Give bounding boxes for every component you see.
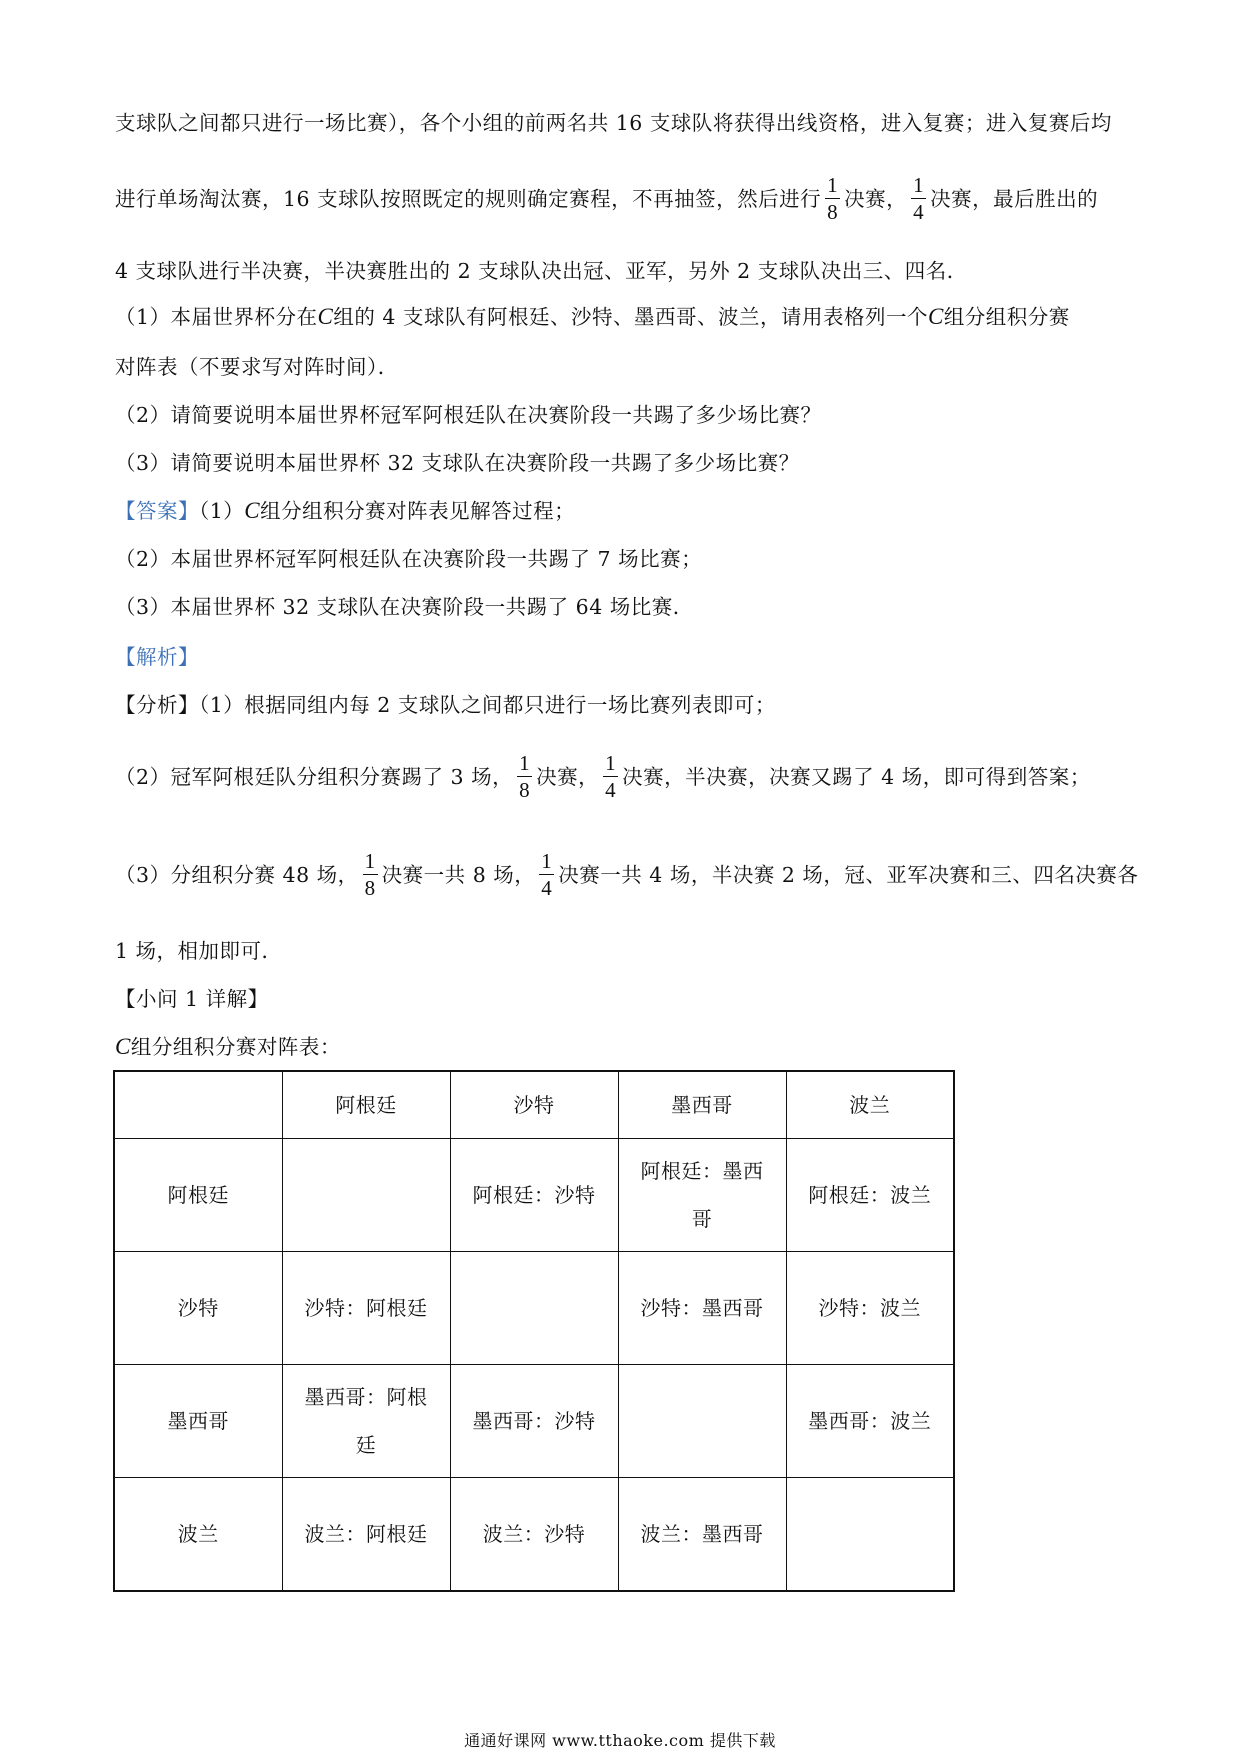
table-row <box>114 1478 954 1592</box>
analysis-tag: 【解析】 <box>115 645 199 669</box>
problem-text: 4 支球队进行半决赛，半决赛胜出的 2 支球队决出冠、亚军，另外 2 支球队决出三、四名． <box>115 259 968 283</box>
analysis-tag-line <box>115 640 199 670</box>
fraction-one-eighth: $\frac{1}{8}$ <box>364 849 376 900</box>
analysis-point-3: （3）分组积分赛 48 场， $\frac{1}{8}$ 决赛一共 8 场， $\frac{1}{4}$ 决赛一共 4 场，半决赛 2 场，冠、亚军决赛和三、四名决赛各 <box>115 849 1139 900</box>
answer-tag: 【答案】 <box>115 499 199 523</box>
fraction-one-quarter: $\frac{1}{4}$ <box>913 173 925 224</box>
table-cell: 阿根廷：波兰 <box>786 1139 954 1252</box>
fraction-one-quarter: $\frac{1}{4}$ <box>605 751 617 802</box>
table-cell <box>618 1365 786 1478</box>
math-symbol-c: C <box>244 498 261 523</box>
table-row <box>114 1252 954 1365</box>
row-header: 沙特 <box>114 1252 282 1365</box>
problem-line-3 <box>115 254 968 284</box>
math-symbol-c: C <box>115 1034 131 1059</box>
table-cell: 波兰：沙特 <box>450 1478 618 1592</box>
match-table <box>113 1070 955 1592</box>
column-header: 沙特 <box>450 1071 618 1139</box>
row-header: 墨西哥 <box>114 1365 282 1478</box>
table-caption: C组分组积分赛对阵表： <box>115 1034 341 1059</box>
fraction-one-quarter: $\frac{1}{4}$ <box>541 849 553 900</box>
table-cell: 沙特：阿根廷 <box>282 1252 450 1365</box>
answer-2: （2）本届世界杯冠军阿根廷队在决赛阶段一共踢了 7 场比赛； <box>115 547 703 571</box>
question-1: （1）本届世界杯分在C组的 4 支球队有阿根廷、沙特、墨西哥、波兰，请用表格列一个C组分组积分赛 <box>115 304 1070 329</box>
answer-1: 【答案】（1）C组分组积分赛对阵表见解答过程； <box>115 498 576 523</box>
answer-3: （3）本届世界杯 32 支球队在决赛阶段一共踢了 64 场比赛． <box>115 595 694 619</box>
table-cell: 墨西哥：阿根廷 <box>282 1365 450 1478</box>
table-cell: 波兰：阿根廷 <box>282 1478 450 1592</box>
table-cell: 波兰：墨西哥 <box>618 1478 786 1592</box>
table-cell: 阿根廷：墨西哥 <box>618 1139 786 1252</box>
page-footer <box>0 1728 1240 1751</box>
analysis-fenxi: 【分析】（1）根据同组内每 2 支球队之间都只进行一场比赛列表即可； <box>115 693 776 717</box>
fraction-one-eighth: $\frac{1}{8}$ <box>519 751 531 802</box>
fraction-one-eighth: $\frac{1}{8}$ <box>827 173 839 224</box>
column-header: 波兰 <box>786 1071 954 1139</box>
table-header-row <box>114 1071 954 1139</box>
table-cell: 墨西哥：波兰 <box>786 1365 954 1478</box>
question-1-cont: 对阵表（不要求写对阵时间）． <box>115 355 399 379</box>
analysis-point-3-cont: 1 场，相加即可． <box>115 939 283 963</box>
table-row <box>114 1365 954 1478</box>
detail-tag: 【小问 1 详解】 <box>115 987 269 1011</box>
row-header: 阿根廷 <box>114 1139 282 1252</box>
table-cell: 沙特：波兰 <box>786 1252 954 1365</box>
problem-line-1 <box>115 106 1112 136</box>
problem-text: 支球队之间都只进行一场比赛），各个小组的前两名共 16 支球队将获得出线资格，进入复赛；进入复赛后均 <box>115 111 1112 135</box>
math-symbol-c: C <box>317 304 334 329</box>
row-header: 波兰 <box>114 1478 282 1592</box>
math-symbol-c: C <box>927 304 944 329</box>
column-header: 阿根廷 <box>282 1071 450 1139</box>
table-cell: 沙特：墨西哥 <box>618 1252 786 1365</box>
table-row <box>114 1139 954 1252</box>
problem-text: 进行单场淘汰赛，16 支球队按照既定的规则确定赛程，不再抽签，然后进行 <box>115 187 822 211</box>
problem-text: 决赛，最后胜出的 <box>930 187 1099 211</box>
table-cell: 阿根廷：沙特 <box>450 1139 618 1252</box>
analysis-point-2: （2）冠军阿根廷队分组积分赛踢了 3 场， $\frac{1}{8}$ 决赛， $\frac{1}{4}$ 决赛，半决赛，决赛又踢了 4 场，即可得到答案； <box>115 751 1091 802</box>
column-header: 墨西哥 <box>618 1071 786 1139</box>
table-cell <box>450 1252 618 1365</box>
table-cell <box>282 1139 450 1252</box>
footer-text: 通通好课网 www.tthaoke.com 提供下载 <box>464 1731 776 1750</box>
table-cell <box>786 1478 954 1592</box>
problem-line-2 <box>115 173 1099 225</box>
question-3: （3）请简要说明本届世界杯 32 支球队在决赛阶段一共踢了多少场比赛？ <box>115 451 800 475</box>
table-cell: 墨西哥：沙特 <box>450 1365 618 1478</box>
question-2: （2）请简要说明本届世界杯冠军阿根廷队在决赛阶段一共踢了多少场比赛？ <box>115 403 822 427</box>
table-corner-cell <box>114 1071 282 1139</box>
problem-text: 决赛， <box>844 187 908 211</box>
